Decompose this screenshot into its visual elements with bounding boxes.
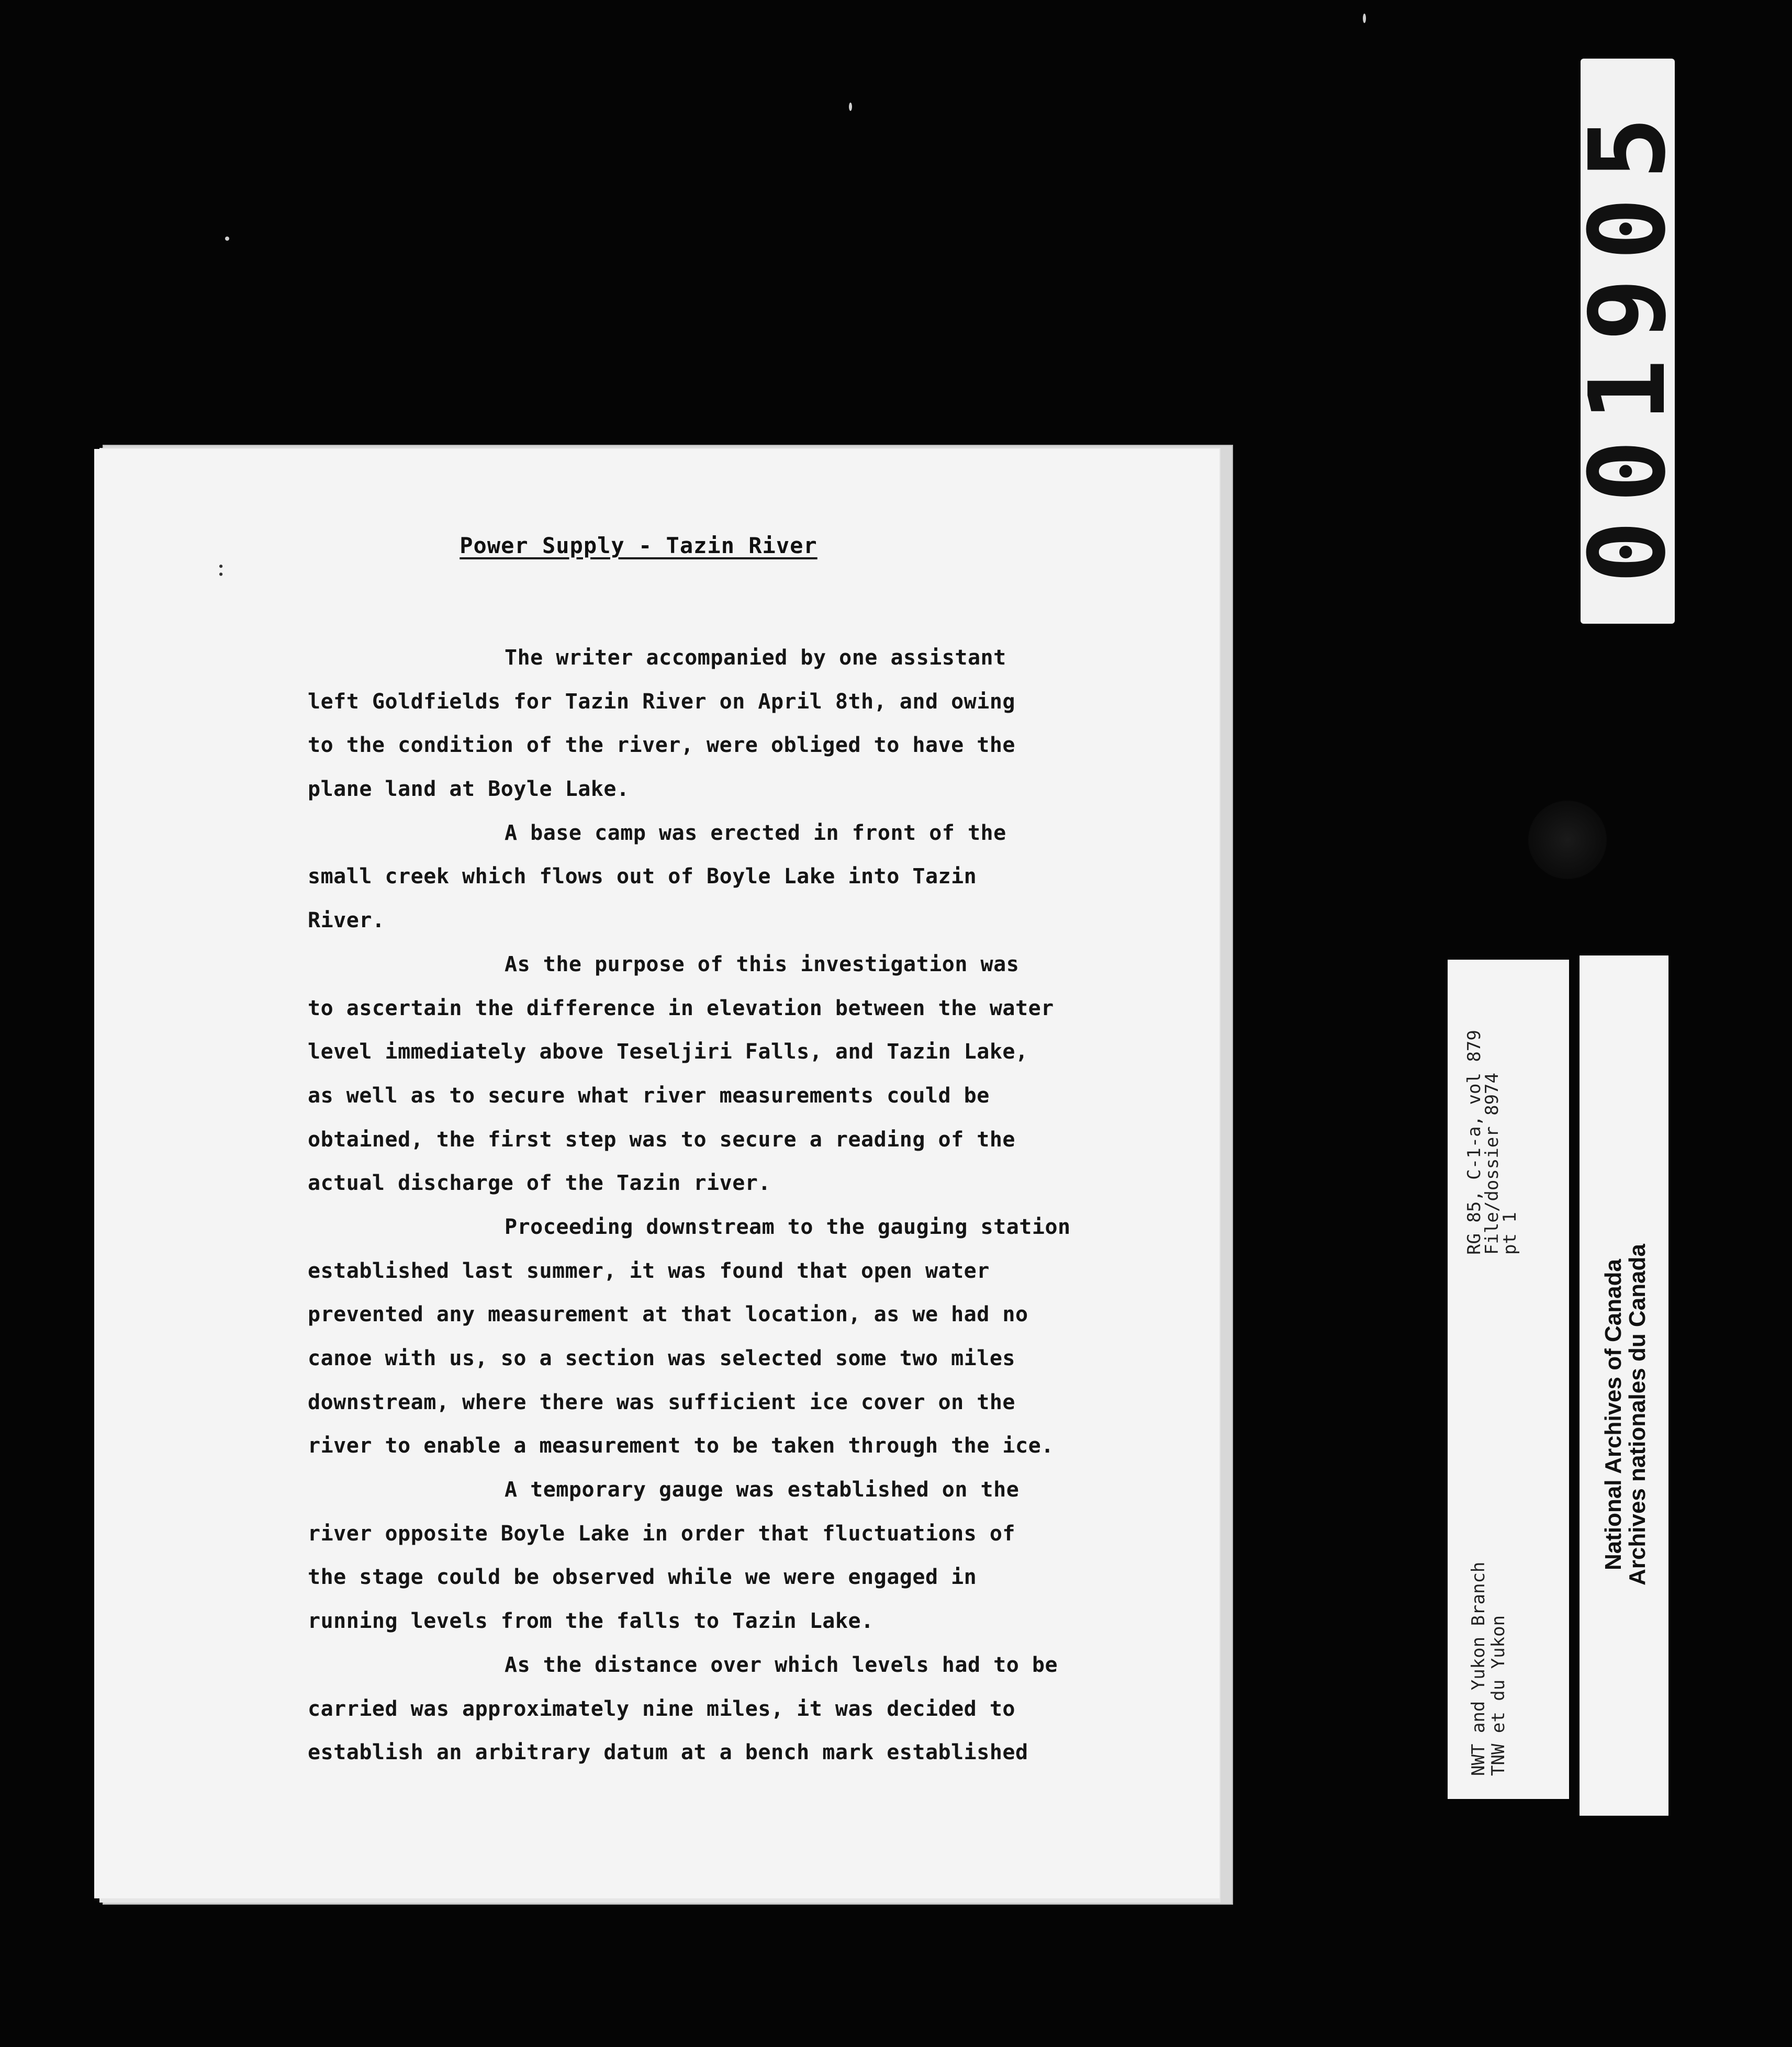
text-line: prevented any measurement at that location, as we had no [308, 1302, 1028, 1327]
text-line: River. [308, 908, 385, 933]
text-line: As the purpose of this investigation was [505, 952, 1020, 976]
text-line: Proceeding downstream to the gauging station [505, 1214, 1071, 1239]
frame-number: 001905 [1566, 98, 1689, 584]
archive-reference-label [1448, 960, 1569, 1799]
archives-name-fr: Archives nationales du Canada [1625, 1244, 1650, 1585]
archives-name-label [1580, 955, 1668, 1816]
text-line: established last summer, it was found that open water [308, 1258, 990, 1283]
text-line: river opposite Boyle Lake in order that fluctuations of [308, 1521, 1016, 1546]
document-title: Power Supply - Tazin River [460, 533, 817, 558]
text-line: downstream, where there was sufficient ice cover on the [308, 1390, 1016, 1414]
text-line: The writer accompanied by one assistant [505, 646, 1006, 670]
text-line: as well as to secure what river measurements could be [308, 1083, 990, 1108]
text-line: As the distance over which levels had to be [505, 1652, 1058, 1677]
frame-number-strip [1566, 59, 1689, 624]
document-body [308, 636, 1124, 1775]
film-speck [849, 103, 852, 111]
text-line: canoe with us, so a section was selected some two miles [308, 1346, 1016, 1370]
text-line: to ascertain the difference in elevation between the water [308, 996, 1054, 1020]
text-line: plane land at Boyle Lake. [308, 777, 630, 802]
text-line: A base camp was erected in front of the [505, 820, 1006, 845]
branch-name-fr: TNW et du Yukon [1488, 1615, 1509, 1776]
text-line: carried was approximately nine miles, it was decided to [308, 1696, 1016, 1721]
text-line: running levels from the falls to Tazin Lake. [308, 1609, 874, 1634]
text-line: river to enable a measurement to be taken through the ice. [308, 1434, 1054, 1458]
text-line: to the condition of the river, were obliged to have the [308, 733, 1016, 758]
file-ref: File/dossier 8974 [1482, 1073, 1503, 1255]
film-speck [1363, 14, 1366, 23]
archives-name-en: National Archives of Canada [1600, 1259, 1626, 1571]
text-line: left Goldfields for Tazin River on April 8th, and owing [308, 689, 1016, 714]
text-line: obtained, the first step was to secure a reading of the [308, 1127, 1016, 1152]
film-speck [225, 237, 229, 241]
record-group-ref: RG 85, C-1-a, vol 879 [1464, 1030, 1485, 1255]
text-line: the stage could be observed while we were engaged in [308, 1565, 977, 1590]
text-line: establish an arbitrary datum at a bench mark established [308, 1740, 1028, 1765]
branch-name-en: NWT and Yukon Branch [1468, 1561, 1489, 1776]
text-line: small creek which flows out of Boyle Lake into Tazin [308, 864, 977, 889]
text-line: actual discharge of the Tazin river. [308, 1171, 771, 1196]
text-line: level immediately above Teseljiri Falls, and Tazin Lake, [308, 1040, 1028, 1064]
film-blemish [1528, 801, 1607, 879]
text-line: A temporary gauge was established on the [505, 1478, 1020, 1502]
part-ref: pt 1 [1499, 1212, 1520, 1255]
page-mark: : [217, 553, 226, 582]
